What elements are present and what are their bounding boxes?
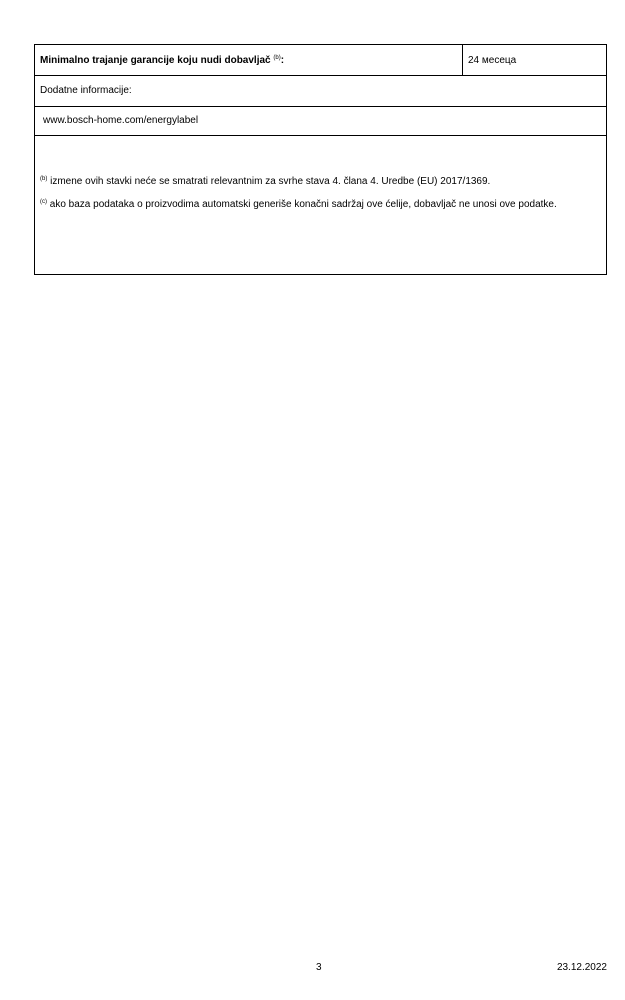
warranty-footnote-ref: (b) [273, 55, 281, 61]
warranty-value: 24 месеца [468, 55, 517, 66]
footnote-c-text: ako baza podataka o proizvodima automatski generiše konačni sadržaj ove ćelije, dobavljač ne unosi ove podatke. [47, 199, 557, 210]
product-info-table [34, 44, 607, 275]
warranty-label-suffix: : [280, 55, 285, 66]
warranty-label: Minimalno trajanje garancije koju nudi dobavljač [40, 55, 271, 66]
footnote-c [40, 199, 598, 210]
footnote-b [40, 176, 598, 187]
footnote-c-ref: (c) [40, 199, 47, 205]
page-date: 23.12.2022 [556, 962, 607, 973]
footnote-b-text: izmene ovih stavki neće se smatrati relevantnim za svrhe stava 4. člana 4. Uredbe (EU) 2017/1369. [47, 176, 491, 187]
page-number: 3 [316, 962, 322, 973]
warranty-label-cell [35, 45, 463, 75]
additional-info-label: Dodatne informacije: [40, 85, 132, 96]
footnotes-row [35, 136, 606, 274]
footnote-b-ref: (b) [40, 176, 48, 182]
additional-info-row [35, 76, 606, 107]
warranty-row [35, 45, 606, 76]
energy-label-url[interactable]: www.bosch-home.com/energylabel [43, 115, 199, 126]
url-row [35, 107, 606, 136]
footnotes-cell [35, 136, 606, 274]
